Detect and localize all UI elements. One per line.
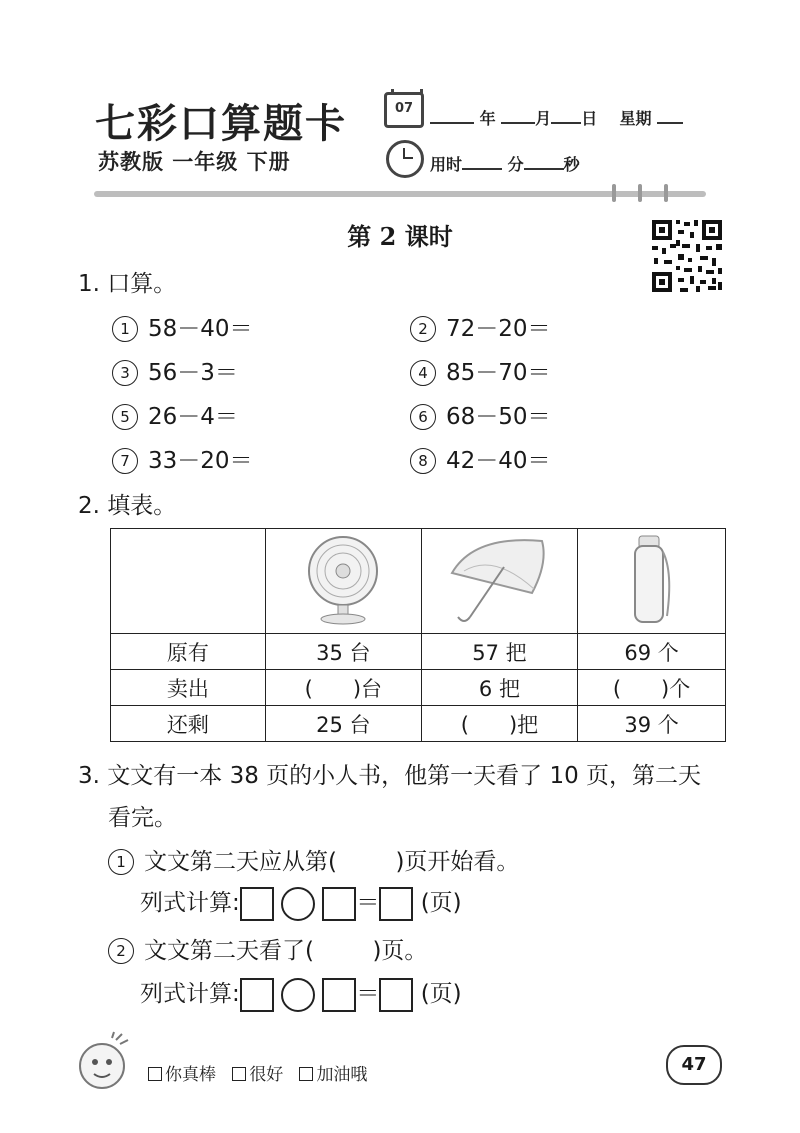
checkbox-icon: [299, 1067, 313, 1081]
answer-box[interactable]: [379, 978, 413, 1012]
answer-cell[interactable]: ( )个: [578, 670, 726, 706]
table-cell: 6 把: [421, 670, 577, 706]
q1-item: 7 33－20＝: [112, 442, 253, 475]
day-label: 日: [581, 109, 598, 128]
q1-item: 5 26－4＝: [112, 398, 238, 431]
table-corner-cell: [111, 529, 266, 634]
mascot-icon: [72, 1030, 134, 1094]
clock-icon: [386, 140, 424, 178]
answer-cell[interactable]: ( )台: [265, 670, 421, 706]
unit-label: (页): [420, 981, 462, 1007]
calc-row-1: 列式计算: ＝ (页): [140, 884, 462, 921]
row-head: 原有: [111, 634, 266, 670]
operator-circle[interactable]: [281, 887, 315, 921]
weekday-label: 星期: [619, 109, 652, 128]
q1-item: 8 42－40＝: [410, 442, 551, 475]
q1-item: 4 85－70＝: [410, 354, 551, 387]
row-head: 还剩: [111, 706, 266, 742]
umbrella-image-cell: [421, 529, 577, 634]
year-label: 年: [479, 109, 496, 128]
option-keep-going[interactable]: 加油哦: [299, 1065, 367, 1085]
q1-item: 1 58－40＝: [112, 310, 253, 343]
divider-pin: [664, 184, 668, 202]
calc-label: 列式计算:: [140, 981, 240, 1007]
checkbox-icon: [232, 1067, 246, 1081]
bottle-image-cell: [578, 529, 726, 634]
month-label: 月: [535, 109, 552, 128]
answer-box[interactable]: [379, 887, 413, 921]
q3-sub1: 1 文文第二天应从第( )页开始看。: [108, 843, 519, 876]
q2-label: 2. 填表。: [78, 493, 177, 519]
answer-box[interactable]: [322, 887, 356, 921]
q3-label-cont: 看完。: [108, 805, 177, 831]
table-row: [111, 634, 726, 670]
checkbox-icon: [148, 1067, 162, 1081]
answer-box[interactable]: [240, 978, 274, 1012]
answer-box[interactable]: [240, 887, 274, 921]
second-label: 秒: [563, 155, 580, 174]
table-cell: 35 台: [265, 634, 421, 670]
fan-icon: [298, 533, 388, 625]
table-cell: 57 把: [421, 634, 577, 670]
water-bottle-icon: [627, 532, 677, 626]
calendar-number: 07: [394, 101, 414, 116]
operator-circle[interactable]: [281, 978, 315, 1012]
q3-sub2: 2 文文第二天看了( )页。: [108, 932, 427, 965]
time-label: 用时: [430, 155, 463, 174]
divider-pin: [612, 184, 616, 202]
divider-pin: [638, 184, 642, 202]
q1-item: 2 72－20＝: [410, 310, 551, 343]
calc-row-2: 列式计算: ＝ (页): [140, 975, 462, 1012]
table-cell: 69 个: [578, 634, 726, 670]
edition-label: 苏教版 一年级 下册: [98, 150, 291, 174]
calc-label: 列式计算:: [140, 890, 240, 916]
date-fields: [430, 106, 683, 129]
table-cell: 25 台: [265, 706, 421, 742]
q1-item: 3 56－3＝: [112, 354, 238, 387]
page-number: 47: [666, 1045, 722, 1085]
feedback-options: [148, 1060, 367, 1085]
calendar-icon: [384, 92, 424, 128]
umbrella-icon: [444, 533, 554, 625]
answer-cell[interactable]: ( )把: [421, 706, 577, 742]
brand-title: 七彩口算题卡: [95, 100, 347, 147]
q3-label: 3. 文文有一本 38 页的小人书，他第一天看了 10 页，第二天: [78, 763, 702, 789]
answer-box[interactable]: [322, 978, 356, 1012]
time-fields: [430, 152, 580, 175]
fan-image-cell: [265, 529, 421, 634]
option-good[interactable]: 很好: [232, 1065, 283, 1085]
q1-label: 1. 口算。: [78, 271, 177, 297]
table-cell: 39 个: [578, 706, 726, 742]
row-head: 卖出: [111, 670, 266, 706]
fill-table: [110, 528, 726, 742]
unit-label: (页): [420, 890, 462, 916]
lesson-title: 第 2 课时: [347, 222, 453, 251]
minute-label: 分: [507, 155, 524, 174]
q1-item: 6 68－50＝: [410, 398, 551, 431]
table-row: [111, 670, 726, 706]
table-row: [111, 706, 726, 742]
qr-code-icon: [650, 218, 724, 294]
option-great[interactable]: 你真棒: [148, 1065, 216, 1085]
